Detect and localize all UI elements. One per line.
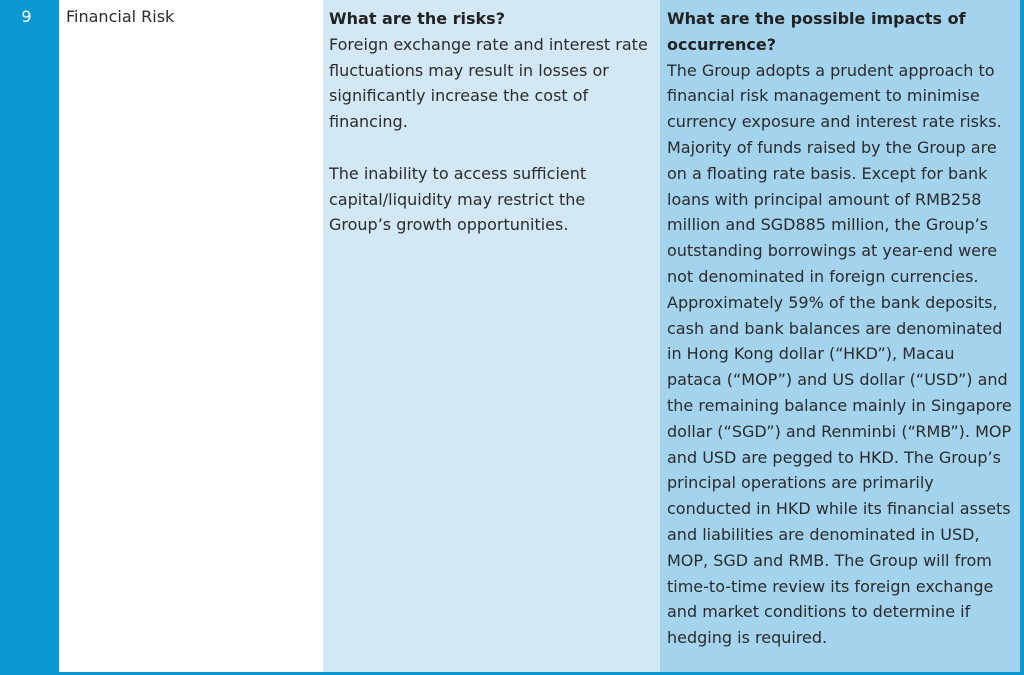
paragraph-spacer — [329, 135, 652, 161]
risks-cell — [323, 0, 660, 675]
row-number: 9 — [21, 7, 32, 26]
risks-paragraph-1: Foreign exchange rate and interest rate fluctuations may result in losses or significantly increase the cost of financing. — [329, 34, 648, 132]
impacts-heading: What are the possible impacts of occurrence? — [667, 9, 966, 54]
risks-paragraph-2: The inability to access sufficient capital/liquidity may restrict the Group’s growth opportunities. — [329, 163, 587, 235]
impacts-paragraph: The Group adopts a prudent approach to financial risk management to minimise currency exposure and interest rate risks. Majority of funds raised by the Group are on a floating rate basis. Except for bank loans with principal amount of RMB258 million and SGD885 million, the Group’s outstanding borrowings at year-end were not denominated in foreign currencies. Approximately 59% of the bank deposits, cash and bank balances are denominated in Hong Kong dollar (“HKD”), Macau pataca (“MOP”) and US dollar (“USD”) and the remaining balance mainly in Singapore dollar (“SGD”) and Renminbi (“RMB”). MOP and USD are pegged to HKD. The Group’s principal operations are primarily conducted in HKD while its financial assets and liabilities are denominated in USD, MOP, SGD and RMB. The Group will from time-to-time review its foreign exchange and market conditions to determine if hedging is required. — [667, 60, 1012, 648]
impacts-cell — [660, 0, 1020, 675]
row-number-cell — [0, 0, 59, 675]
risk-category: Financial Risk — [66, 7, 175, 26]
risks-heading: What are the risks? — [329, 9, 505, 28]
risk-category-cell — [59, 0, 323, 675]
right-border — [1020, 0, 1024, 675]
